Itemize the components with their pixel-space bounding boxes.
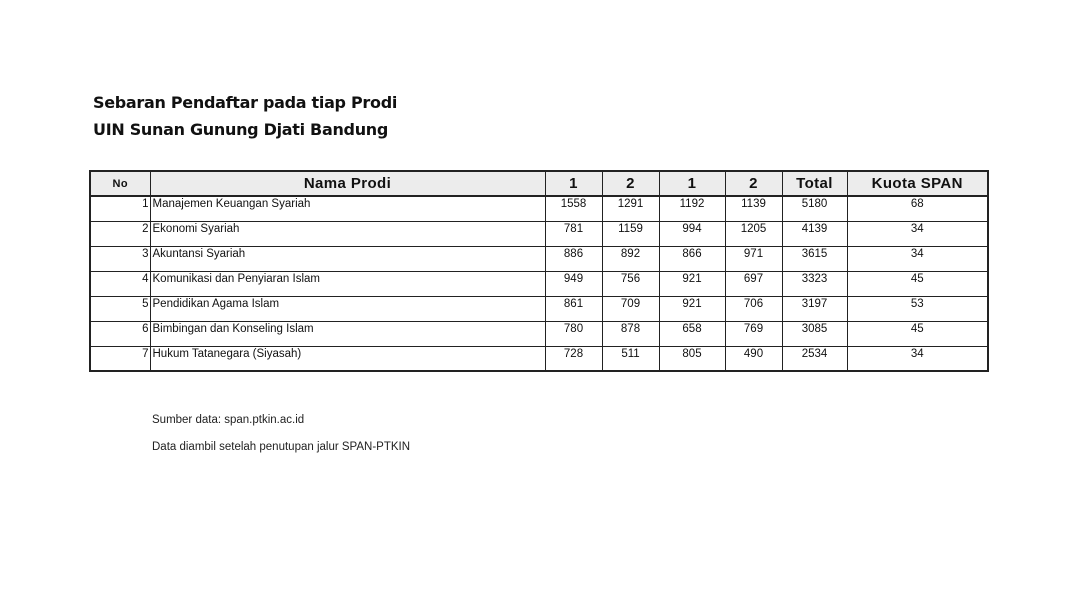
- cell-no: 6: [90, 321, 150, 346]
- page-title: Sebaran Pendaftar pada tiap Prodi: [93, 93, 398, 112]
- cell-total: 4139: [782, 221, 847, 246]
- cell-value: 892: [602, 246, 659, 271]
- cell-no: 2: [90, 221, 150, 246]
- table-row: [90, 196, 988, 221]
- cell-total: 3085: [782, 321, 847, 346]
- cell-total: 3323: [782, 271, 847, 296]
- cell-kuota: 68: [847, 196, 988, 221]
- cell-total: 3615: [782, 246, 847, 271]
- cell-value: 706: [725, 296, 782, 321]
- cell-value: 1139: [725, 196, 782, 221]
- page-subtitle: UIN Sunan Gunung Djati Bandung: [93, 120, 389, 139]
- header-col-2a: 2: [602, 171, 659, 196]
- cell-value: 1192: [659, 196, 725, 221]
- cell-nama-prodi: Komunikasi dan Penyiaran Islam: [150, 271, 545, 296]
- cell-value: 971: [725, 246, 782, 271]
- cell-value: 709: [602, 296, 659, 321]
- cell-no: 5: [90, 296, 150, 321]
- cell-value: 511: [602, 346, 659, 371]
- cell-value: 1205: [725, 221, 782, 246]
- cell-value: 658: [659, 321, 725, 346]
- cell-value: 1291: [602, 196, 659, 221]
- header-col-1a: 1: [545, 171, 602, 196]
- cell-value: 921: [659, 296, 725, 321]
- cell-value: 886: [545, 246, 602, 271]
- cell-kuota: 34: [847, 346, 988, 371]
- header-col-2b: 2: [725, 171, 782, 196]
- table-row: [90, 321, 988, 346]
- cell-value: 728: [545, 346, 602, 371]
- cell-value: 697: [725, 271, 782, 296]
- cell-nama-prodi: Manajemen Keuangan Syariah: [150, 196, 545, 221]
- cell-value: 805: [659, 346, 725, 371]
- cell-value: 780: [545, 321, 602, 346]
- cell-value: 994: [659, 221, 725, 246]
- cell-no: 4: [90, 271, 150, 296]
- registrant-table: [89, 170, 989, 372]
- cell-nama-prodi: Hukum Tatanegara (Siyasah): [150, 346, 545, 371]
- cell-value: 1159: [602, 221, 659, 246]
- header-total: Total: [782, 171, 847, 196]
- cell-no: 7: [90, 346, 150, 371]
- table-header-row: [90, 171, 988, 196]
- cell-value: 756: [602, 271, 659, 296]
- cell-kuota: 34: [847, 246, 988, 271]
- cell-value: 878: [602, 321, 659, 346]
- table-row: [90, 346, 988, 371]
- cell-value: 921: [659, 271, 725, 296]
- cell-value: 781: [545, 221, 602, 246]
- data-taken-note: Data diambil setelah penutupan jalur SPAN-PTKIN: [152, 441, 411, 453]
- cell-value: 861: [545, 296, 602, 321]
- cell-value: 866: [659, 246, 725, 271]
- source-note: Sumber data: span.ptkin.ac.id: [152, 414, 305, 426]
- cell-value: 490: [725, 346, 782, 371]
- cell-total: 5180: [782, 196, 847, 221]
- cell-value: 769: [725, 321, 782, 346]
- cell-total: 2534: [782, 346, 847, 371]
- header-col-1b: 1: [659, 171, 725, 196]
- table-row: [90, 246, 988, 271]
- cell-kuota: 45: [847, 321, 988, 346]
- header-kuota-span: Kuota SPAN: [847, 171, 988, 196]
- cell-nama-prodi: Pendidikan Agama Islam: [150, 296, 545, 321]
- header-no: No: [90, 171, 150, 196]
- cell-kuota: 34: [847, 221, 988, 246]
- cell-nama-prodi: Akuntansi Syariah: [150, 246, 545, 271]
- cell-nama-prodi: Bimbingan dan Konseling Islam: [150, 321, 545, 346]
- cell-value: 949: [545, 271, 602, 296]
- cell-total: 3197: [782, 296, 847, 321]
- header-nama-prodi: Nama Prodi: [150, 171, 545, 196]
- cell-value: 1558: [545, 196, 602, 221]
- cell-no: 3: [90, 246, 150, 271]
- table-row: [90, 221, 988, 246]
- table-row: [90, 271, 988, 296]
- cell-nama-prodi: Ekonomi Syariah: [150, 221, 545, 246]
- cell-kuota: 53: [847, 296, 988, 321]
- cell-no: 1: [90, 196, 150, 221]
- table-row: [90, 296, 988, 321]
- cell-kuota: 45: [847, 271, 988, 296]
